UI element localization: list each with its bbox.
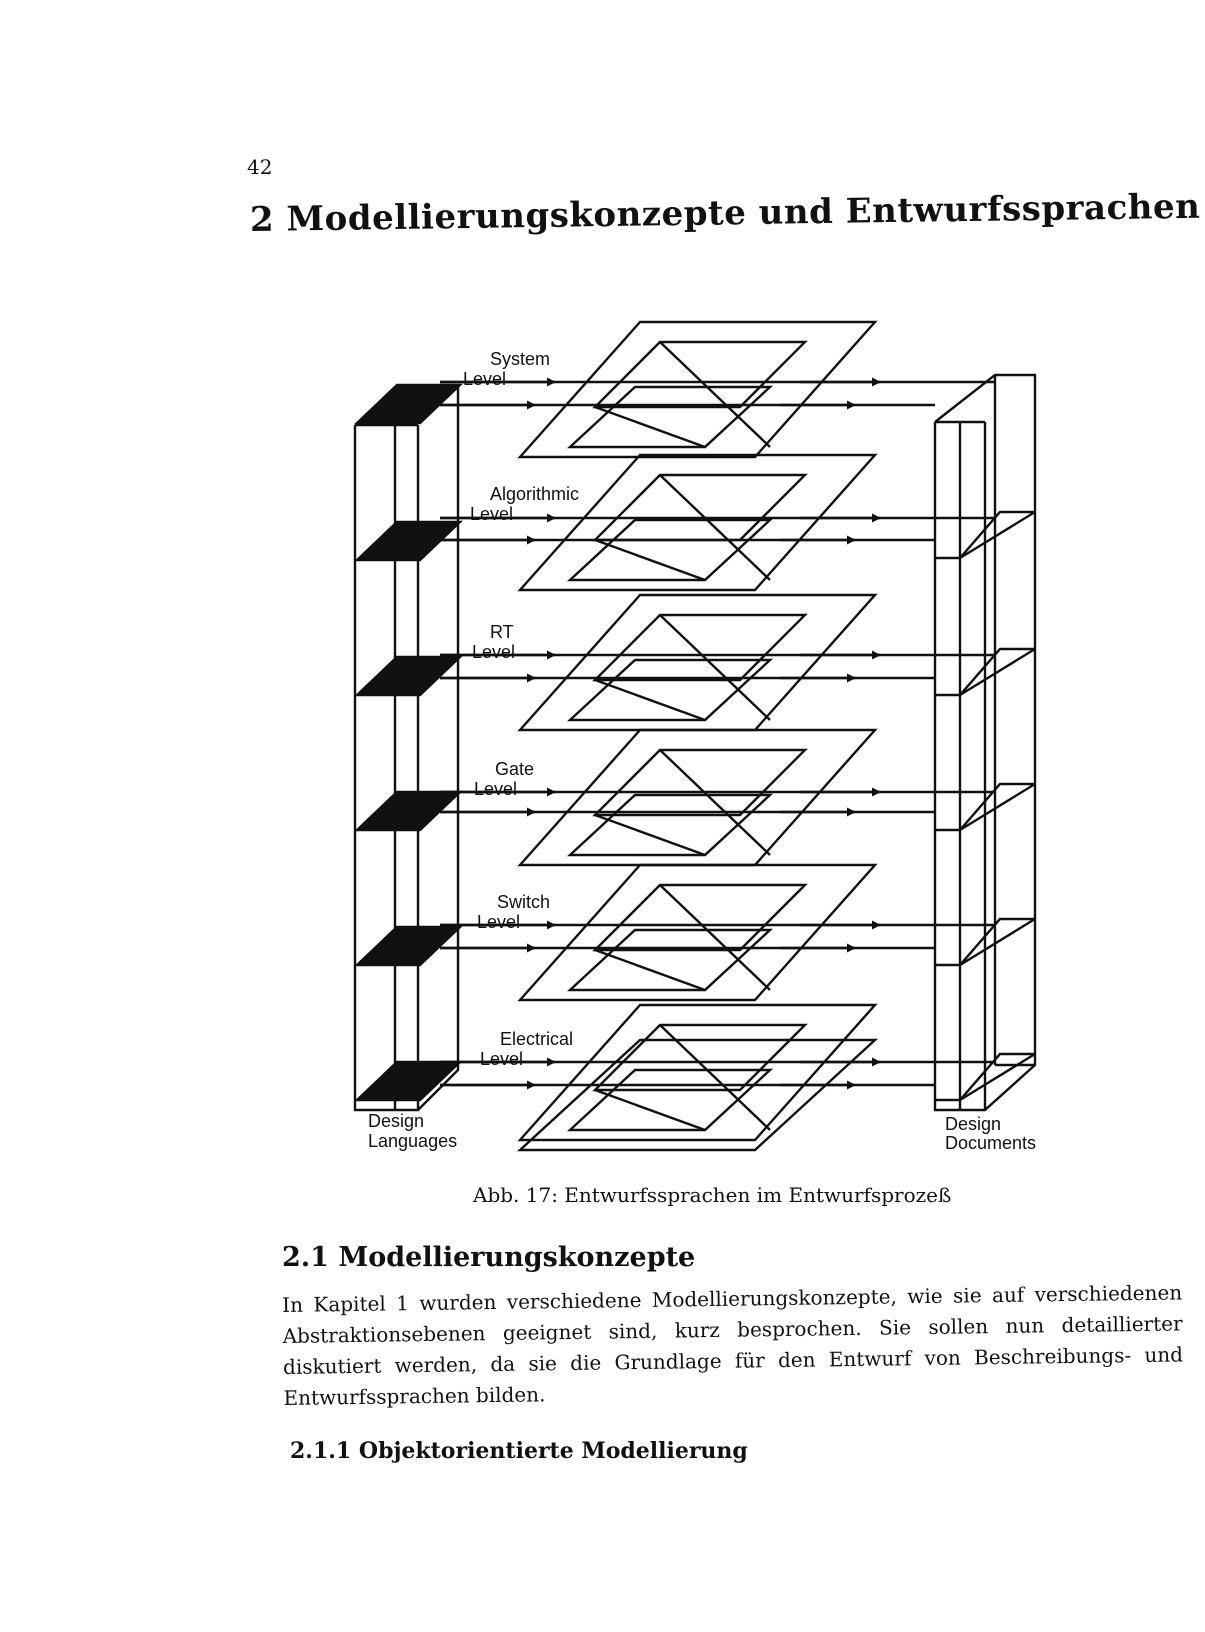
level-label-1b: Level xyxy=(463,369,507,389)
design-languages-label: Design xyxy=(368,1111,425,1131)
design-documents-label: Design xyxy=(945,1114,1002,1134)
level-plane-inner xyxy=(595,885,805,950)
section-title: 2.1 Modellierungskonzepte xyxy=(282,1242,696,1273)
level-label-1: System xyxy=(490,349,551,369)
level-plane-inner xyxy=(595,615,805,680)
level-plane-strut xyxy=(595,1090,705,1130)
subsection-title: 2.1.1 Objektorientierte Modellierung xyxy=(290,1438,748,1464)
chapter-title: 2 Modellierungskonzepte und Entwurfssprachen xyxy=(249,186,1201,240)
level-plane-inner xyxy=(595,475,805,540)
level-plane-inner xyxy=(595,342,805,407)
left-column-black-cap xyxy=(357,657,460,695)
figure-line-art xyxy=(355,322,1035,1150)
figure-caption: Abb. 17: Entwurfssprachen im Entwurfsprozeß xyxy=(473,1183,952,1207)
level-plane-strut xyxy=(595,815,705,855)
page-number: 42 xyxy=(247,155,273,179)
level-plane-inner xyxy=(595,1025,805,1090)
level-label-3: RT xyxy=(490,622,514,642)
design-languages-label-2: Languages xyxy=(368,1131,458,1151)
level-plane-strut xyxy=(595,540,705,580)
level-label-4: Gate xyxy=(495,759,535,779)
level-label-2b: Level xyxy=(470,504,514,524)
level-label-4b: Level xyxy=(474,779,518,799)
left-column-black-cap xyxy=(357,927,460,965)
level-label-2: Algorithmic xyxy=(490,484,580,504)
left-column-side xyxy=(418,385,458,1110)
level-label-5: Switch xyxy=(497,892,551,912)
left-column-black-cap xyxy=(357,1062,460,1100)
level-label-5b: Level xyxy=(477,912,521,932)
level-label-3b: Level xyxy=(472,642,516,662)
level-plane-strut xyxy=(595,680,705,720)
level-plane-inner xyxy=(595,750,805,815)
level-plane-outer xyxy=(520,1040,875,1150)
design-documents-label-2: Documents xyxy=(945,1133,1037,1153)
level-label-6b: Level xyxy=(480,1049,524,1069)
section-paragraph: In Kapitel 1 wurden verschiedene Modellierungskonzepte, wie sie auf verschiedenen Abstraktionsebenen geeignet sind, kurz besprochen. Sie sollen nun detaillierter diskutiert werden, da sie die Grundlage für den Entwurf von Beschreibungs- und Entwurfssprachen bilden. xyxy=(282,1280,1184,1410)
level-plane-strut xyxy=(595,407,705,447)
level-label-6: Electrical xyxy=(500,1029,574,1049)
level-plane-strut xyxy=(595,950,705,990)
